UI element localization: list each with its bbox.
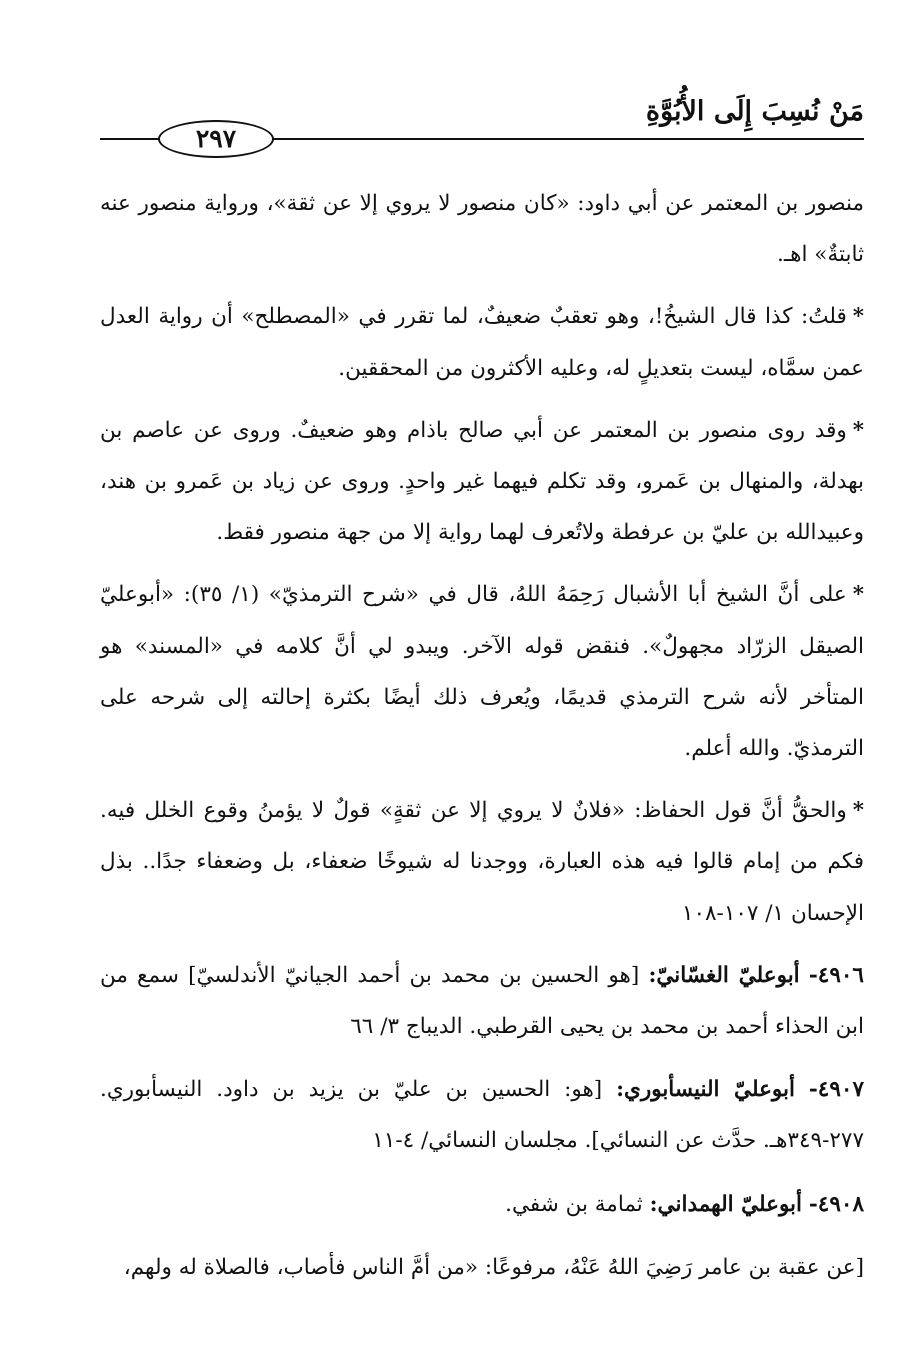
- page-number-badge: ٢٩٧: [158, 120, 274, 158]
- paragraph-text: والحقُّ أنَّ قول الحفاظ: «فلانٌ لا يروي إلا عن ثقةٍ» قولٌ لا يؤمنُ وقوع الخلل فيه. فكم من إمام قالوا فيه هذه العبارة، ووجدنا له شيوخًا ضعفاء، بل وضعفاء جدًا.. بذل الإحسان ١/ ١٠٧-١٠٨: [100, 798, 864, 926]
- paragraph: [100, 405, 864, 559]
- entry-text: ثمامة بن شفي.: [505, 1191, 643, 1217]
- entry: [100, 1064, 864, 1166]
- paragraph-text: منصور بن المعتمر عن أبي داود: «كان منصور لا يروي إلا عن ثقة»، ورواية منصور عنه ثابتةٌ» اهـ.: [100, 191, 864, 268]
- star-marker: *: [852, 304, 864, 330]
- entry-text: [هو الحسين بن محمد بن أحمد الجيانيّ الأندلسيّ] سمع من ابن الحذاء أحمد بن محمد بن يحيى القرطبي. الديباج ٣/ ٦٦: [100, 962, 864, 1040]
- entry-number: ٤٩٠٨-: [808, 1191, 864, 1217]
- paragraph: [100, 178, 864, 280]
- paragraph: [100, 291, 864, 393]
- paragraph-text: وقد روى منصور بن المعتمر عن أبي صالح باذام وهو ضعيفٌ. وروى عن عاصم بن بهدلة، والمنهال بن عَمرو، وقد تكلم فيهما غير واحدٍ. وروى عن زياد بن عَمرو بن هند، وعبيدالله بن عليّ بن عرفطة ولاتُعرف لهما رواية إلا من جهة منصور فقط.: [100, 417, 864, 546]
- star-marker: *: [852, 417, 864, 443]
- page-header: [100, 96, 864, 160]
- paragraph-text: قلتُ: كذا قال الشيخُ!، وهو تعقبٌ ضعيفٌ، لما تقرر في «المصطلح» أن رواية العدل عمن سمَّاه، ليست بتعديلٍ له، وعليه الأكثرون من المحققين.: [100, 304, 864, 381]
- page-body: [100, 178, 864, 1293]
- running-title: مَنْ نُسِبَ إِلَى الأُبُوَّةِ: [645, 96, 864, 127]
- star-marker: *: [852, 582, 865, 608]
- entry-text: [هو: الحسين بن عليّ بن يزيد بن داود. النيسأبوري. ٢٧٧-٣٤٩هـ. حدَّث عن النسائي]. مجلسان النسائي/ ٤-١١: [100, 1077, 864, 1154]
- paragraph-text: على أنَّ الشيخ أبا الأشبال رَحِمَهُ اللهُ، قال في «شرح الترمذيّ» (١/ ٣٥): «أبوعليّ الصيقل الزرّاد مجهولٌ». فنقض قوله الآخر. ويبدو لي أنَّ كلامه في «المسند» هو المتأخر لأنه شرح الترمذي قديمًا، ويُعرف ذلك أيضًا بكثرة إحالته إلى شرحه على الترمذيّ. والله أعلم.: [100, 582, 864, 762]
- entry-name: أبوعليّ الهمداني:: [649, 1191, 803, 1217]
- entry: [100, 1179, 864, 1230]
- entry-name: أبوعليّ النيسأبوري:: [616, 1077, 795, 1103]
- star-marker: *: [852, 798, 864, 824]
- paragraph-text: [عن عقبة بن عامر رَضِيَ اللهُ عَنْهُ، مرفوعًا: «من أمَّ الناس فأصاب، فالصلاة له ولهم،: [123, 1254, 864, 1280]
- entry: [100, 950, 864, 1052]
- paragraph: [100, 569, 864, 774]
- entry-number: ٤٩٠٦-: [808, 962, 864, 988]
- entry-number: ٤٩٠٧-: [808, 1077, 864, 1103]
- entry-name: أبوعليّ الغسّانيّ:: [648, 962, 800, 988]
- closing-paragraph: [100, 1242, 864, 1293]
- paragraph: [100, 785, 864, 939]
